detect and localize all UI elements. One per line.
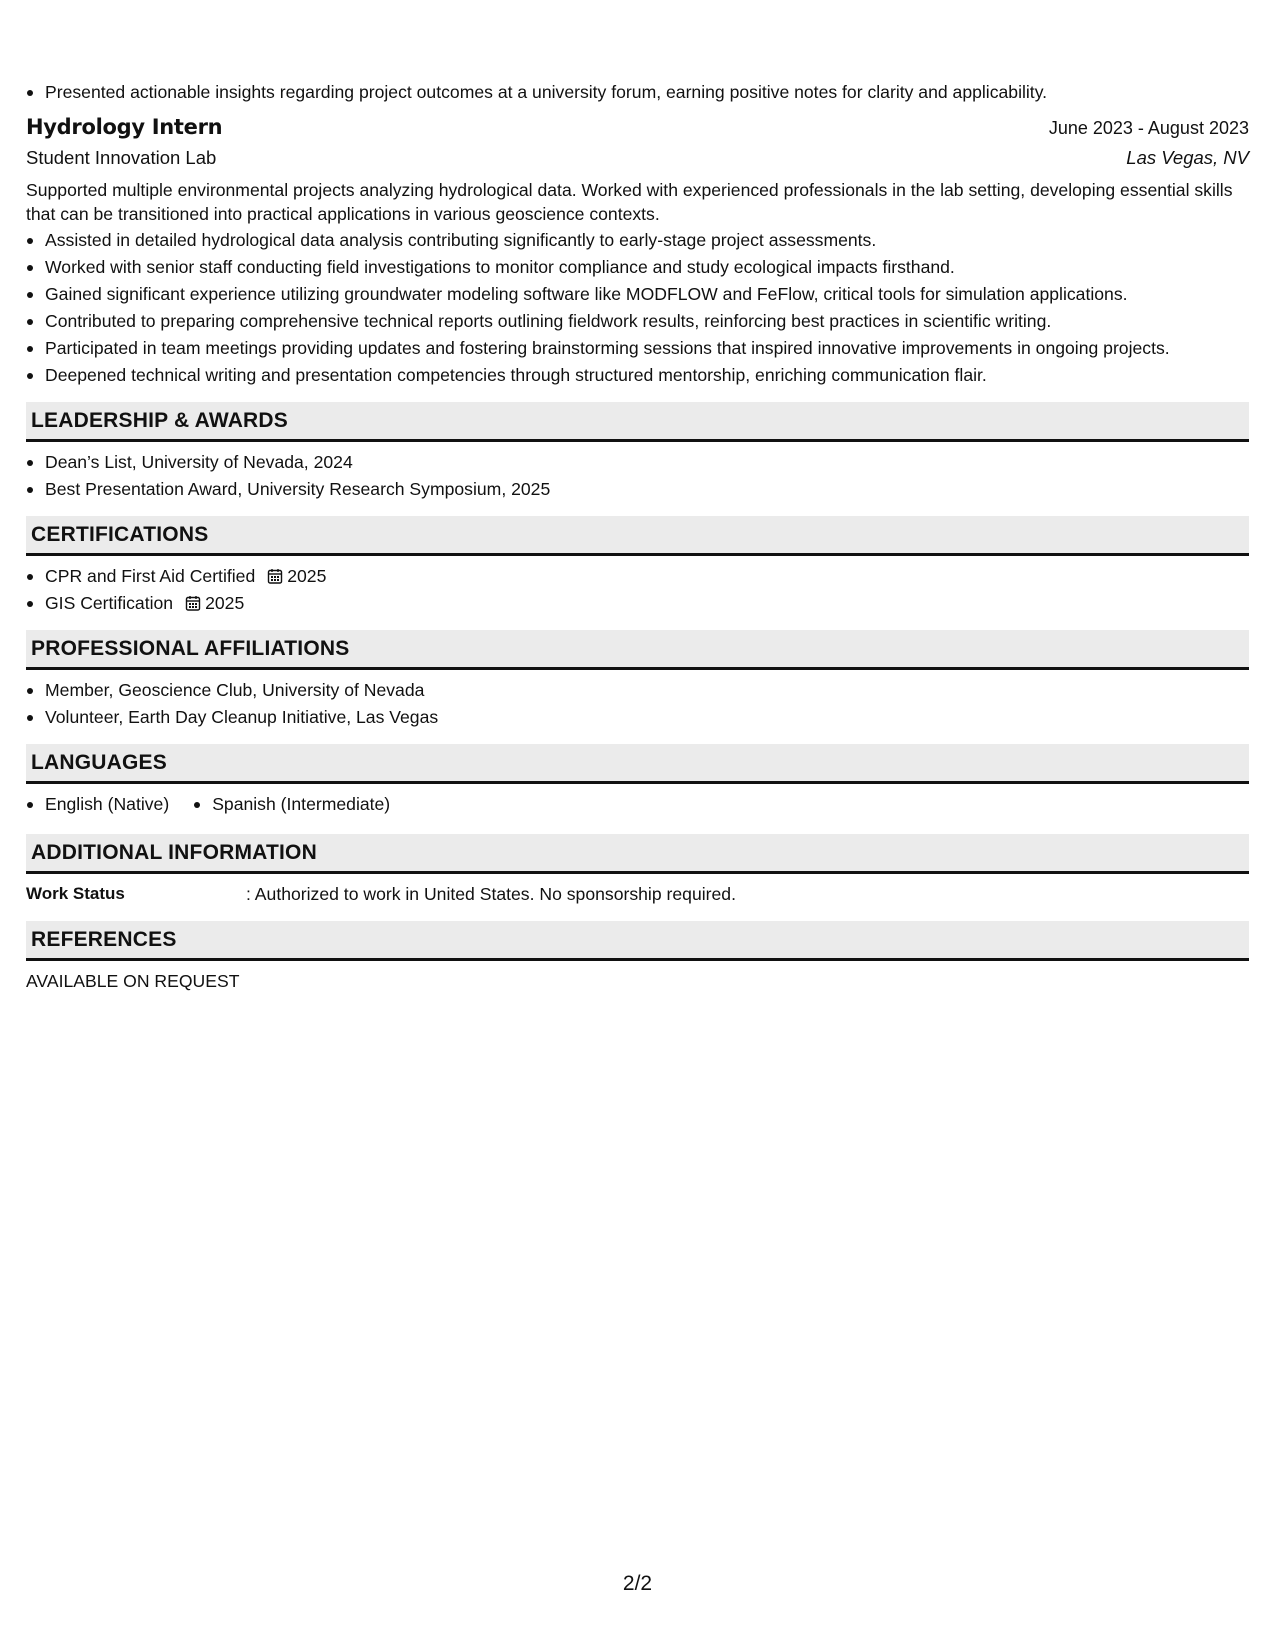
languages-list [26,792,1249,819]
list-item: Worked with senior staff conducting field investigations to monitor compliance and study ecological impacts firsthand. [26,255,1249,279]
certification-year: 2025 [205,593,245,613]
job-bullets [26,228,1249,387]
references-text: AVAILABLE ON REQUEST [26,971,240,991]
job-title: Hydrology Intern [26,115,223,139]
leadership-list [26,450,1249,501]
list-item: English (Native) [26,792,169,816]
list-item: Volunteer, Earth Day Cleanup Initiative, Las Vegas [26,705,1249,729]
section-title: LEADERSHIP & AWARDS [31,408,288,432]
job-date: June 2023 - August 2023 [1048,118,1249,138]
list-item: Dean’s List, University of Nevada, 2024 [26,450,1249,474]
list-item: Participated in team meetings providing updates and fostering brainstorming sessions that inspired innovative improvements in ongoing projects. [26,336,1249,360]
list-item: Assisted in detailed hydrological data analysis contributing significantly to early-stage project assessments. [26,228,1249,252]
section-header-leadership [26,402,1249,442]
section-header-additional-info [26,834,1249,874]
resume-page [26,80,1249,993]
work-status-row [26,882,1249,906]
section-header-references [26,921,1249,961]
section-header-certifications [26,516,1249,556]
list-item: Best Presentation Award, University Research Symposium, 2025 [26,477,1249,501]
section-title: ADDITIONAL INFORMATION [31,840,317,864]
calendar-icon [267,568,283,584]
list-item [26,564,1249,588]
previous-job-bullets [26,80,1249,104]
work-status-label: Work Status [26,884,125,903]
job-location: Las Vegas, NV [1126,147,1249,168]
certification-year: 2025 [287,566,327,586]
list-item: Gained significant experience utilizing groundwater modeling software like MODFLOW and FeFlow, critical tools for simulation applications. [26,282,1249,306]
page-number: 2/2 [622,1572,653,1595]
list-item [26,591,1249,615]
affiliations-list [26,678,1249,729]
list-item: Contributed to preparing comprehensive technical reports outlining fieldwork results, reinforcing best practices in scientific writing. [26,309,1249,333]
section-header-affiliations [26,630,1249,670]
section-title: REFERENCES [31,927,177,951]
list-item: Member, Geoscience Club, University of Nevada [26,678,1249,702]
section-header-languages [26,744,1249,784]
list-item: Deepened technical writing and presentation competencies through structured mentorship, enriching communication flair. [26,363,1249,387]
section-title: CERTIFICATIONS [31,522,209,546]
job-subheader [26,143,1249,173]
calendar-icon [185,595,201,611]
section-title: PROFESSIONAL AFFILIATIONS [31,636,350,660]
work-status-value: : Authorized to work in United States. No sponsorship required. [246,884,736,904]
certification-name: CPR and First Aid Certified [45,566,256,586]
job-company: Student Innovation Lab [26,147,217,168]
experience-entry [26,112,1249,387]
certification-name: GIS Certification [45,593,174,613]
list-item: Spanish (Intermediate) [193,792,390,816]
job-summary: Supported multiple environmental projects analyzing hydrological data. Worked with experienced professionals in the lab setting, developing essential skills that can be transitioned into practical applications in various geoscience contexts. [26,180,1233,224]
section-title: LANGUAGES [31,750,167,774]
certifications-list [26,564,1249,615]
list-item: Presented actionable insights regarding project outcomes at a university forum, earning positive notes for clarity and applicability. [26,80,1249,104]
job-header [26,112,1249,143]
